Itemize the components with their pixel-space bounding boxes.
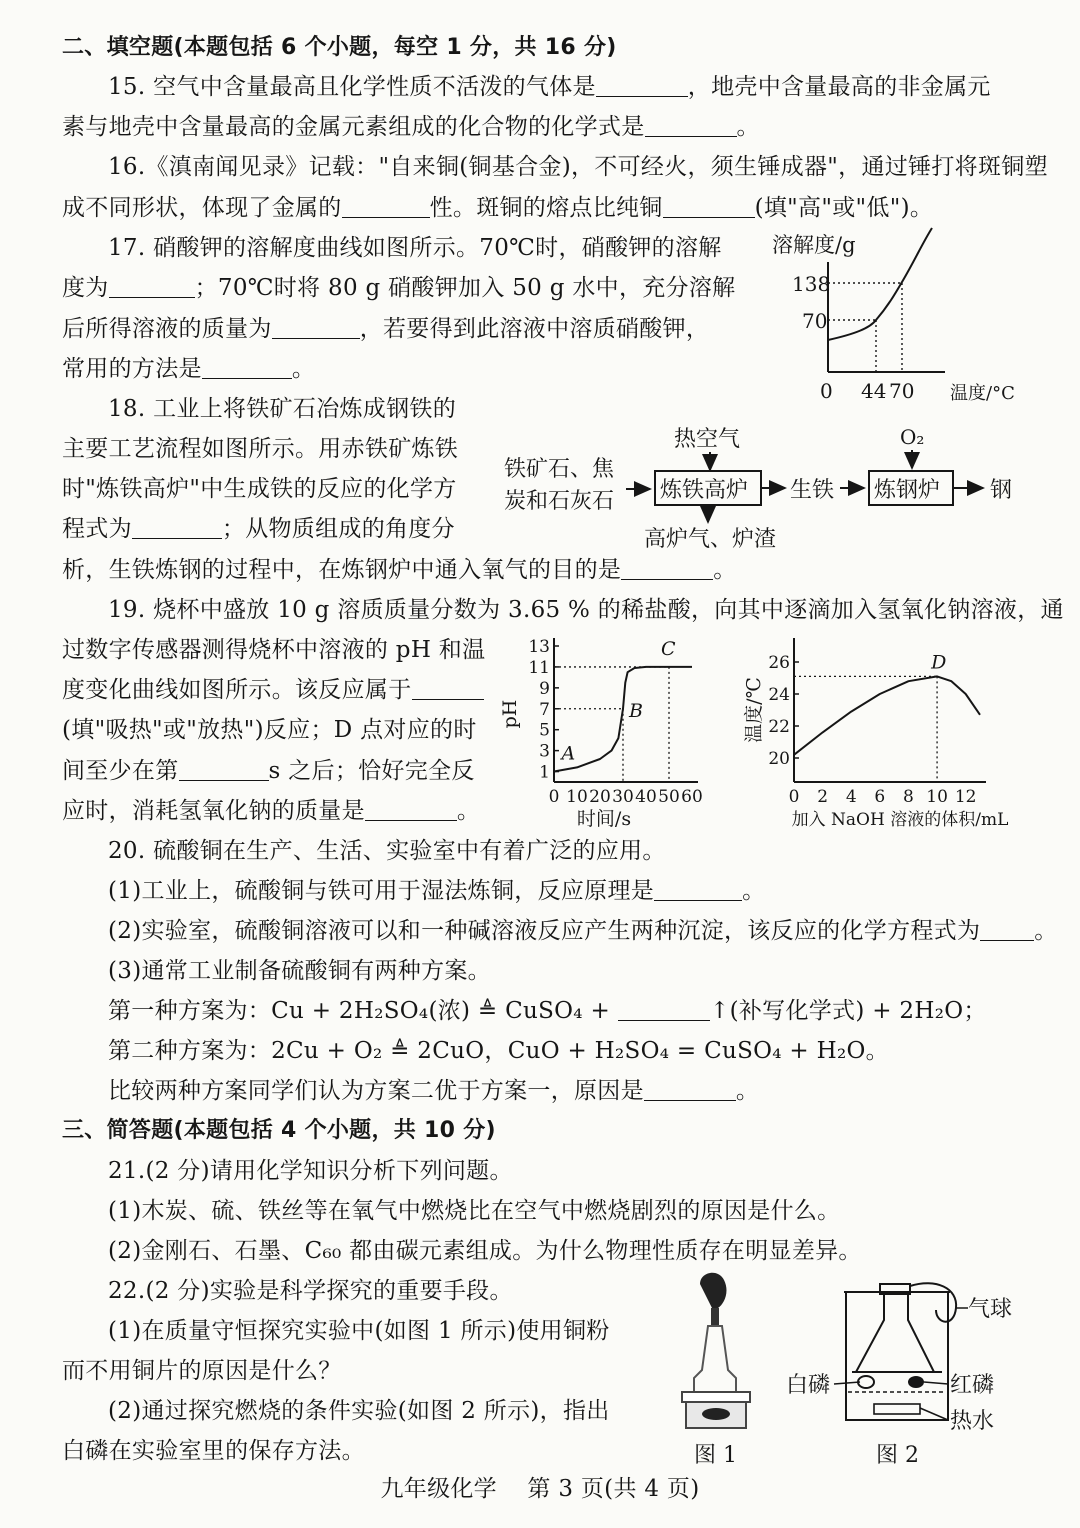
q16-blank1[interactable] xyxy=(342,195,430,218)
y-axis-label: 温度/℃ xyxy=(743,677,765,743)
flow-input-1: 铁矿石、焦 xyxy=(504,457,615,482)
q18-line5: 析，生铁炼钢的过程中，在炼钢炉中通入氧气的目的是 。 xyxy=(62,557,737,583)
temperature-chart xyxy=(743,632,1038,832)
q20-line6: 第二种方案为：2Cu + O₂ ≜ 2CuO，CuO + H₂SO₄ = CuSO₄ + H₂O。 xyxy=(108,1038,889,1064)
q15-line2: 素与地壳中含量最高的金属元素组成的化合物的化学式是 。 xyxy=(62,114,760,140)
y-tick-label: 13 xyxy=(528,637,550,657)
x-tick-label: 12 xyxy=(954,787,977,807)
q21-line2: (1)木炭、硫、铁丝等在氧气中燃烧比在空气中燃烧剧烈的原因是什么。 xyxy=(108,1198,841,1224)
y-tick-label: 24 xyxy=(768,685,790,705)
tick-70-x: 70 xyxy=(889,379,915,403)
flask-icon xyxy=(694,1326,736,1392)
point-label-c: C xyxy=(661,637,676,660)
q16-line1: 16.《滇南闻见录》记载："自来铜(铜基合金)，不可经火，须生锤成器"，通过锤打将斑铜塑 xyxy=(108,154,1048,180)
x-axis-label: 时间/s xyxy=(576,808,632,830)
flow-pig-iron: 生铁 xyxy=(790,478,835,503)
q18-line2: 主要工艺流程如图所示。用赤铁矿炼铁 xyxy=(62,436,459,462)
beaker-icon xyxy=(846,1292,948,1420)
x-tick-label: 50 xyxy=(658,787,680,807)
q19-blank1[interactable] xyxy=(412,677,484,700)
figure2-label: 图 2 xyxy=(876,1443,919,1468)
q22-line2: (1)在质量守恒探究实验中(如图 1 所示)使用铜粉 xyxy=(108,1318,610,1344)
x-tick-label: 40 xyxy=(635,787,657,807)
x-tick-label: 0 xyxy=(548,787,560,807)
tick-138: 138 xyxy=(792,272,831,296)
q19-line4: (填"吸热"或"放热")反应；D 点对应的时 xyxy=(62,717,477,743)
y-tick-label: 7 xyxy=(539,699,550,720)
tick-44: 44 xyxy=(861,379,887,403)
x-tick-label: 8 xyxy=(903,787,914,807)
q19-line1: 19. 烧杯中盛放 10 g 溶质质量分数为 3.65 % 的稀盐酸，向其中逐滴加入氢氧化钠溶液，通 xyxy=(108,597,1064,623)
inner-flask-icon xyxy=(856,1294,934,1372)
q20-line2: (1)工业上，硫酸铜与铁可用于湿法炼铜，反应原理是 。 xyxy=(108,878,766,904)
q20-line7: 比较两种方案同学们认为方案二优于方案一，原因是 。 xyxy=(108,1078,760,1104)
q15-blank1[interactable] xyxy=(596,74,688,97)
white-p-label: 白磷 xyxy=(786,1373,831,1398)
figure1-label: 图 1 xyxy=(694,1443,737,1468)
q17-blank2[interactable] xyxy=(272,316,360,339)
solubility-graph xyxy=(770,222,1040,407)
q22-line3: 而不用铜片的原因是什么？ xyxy=(62,1358,342,1384)
q19-line6: 应时，消耗氢氧化钠的质量是 。 xyxy=(62,798,481,824)
flow-furnace1: 炼铁高炉 xyxy=(660,478,749,503)
section2-title: 二、填空题(本题包括 6 个小题，每空 1 分，共 16 分) xyxy=(62,35,617,60)
q17-line2: 度为 ；70℃时将 80 g 硝酸钾加入 50 g 水中，充分溶解 xyxy=(62,275,736,301)
x-tick-label: 10 xyxy=(926,787,948,807)
q17-blank3[interactable] xyxy=(202,356,292,379)
x-tick-label: 6 xyxy=(874,787,886,807)
x-axis-label: 加入 NaOH 溶液的体积/mL xyxy=(791,810,1009,830)
hot-water-label: 热水 xyxy=(950,1409,995,1434)
q22-line1: 22.(2 分)实验是科学探究的重要手段。 xyxy=(108,1278,513,1304)
q20-line1: 20. 硫酸铜在生产、生活、实验室中有着广泛的应用。 xyxy=(108,838,666,864)
x-tick-label: 30 xyxy=(612,787,634,807)
q20-line3: (2)实验室，硫酸铜溶液可以和一种碱溶液反应产生两种沉淀，该反应的化学方程式为 。 xyxy=(108,918,1058,944)
y-tick-label: 1 xyxy=(539,762,550,783)
q20-line5: 第一种方案为：Cu + 2H₂SO₄(浓) ≜ CuSO₄ + ↑(补写化学式) + 2H₂O； xyxy=(108,998,987,1024)
q18-blank2[interactable] xyxy=(621,557,713,580)
q22-line4: (2)通过探究燃烧的条件实验(如图 2 所示)，指出 xyxy=(108,1398,610,1424)
flow-furnace2: 炼钢炉 xyxy=(874,478,941,503)
balloon-label: 气球 xyxy=(968,1297,1013,1322)
q19-blank3[interactable] xyxy=(365,798,457,821)
solubility-ylabel: 溶解度/g xyxy=(772,233,856,257)
figure1-balance xyxy=(676,1270,766,1470)
page-footer: 九年级化学 第 3 页(共 4 页) xyxy=(380,1476,700,1502)
q18-line1: 18. 工业上将铁矿石冶炼成钢铁的 xyxy=(108,396,456,422)
flow-o2: O₂ xyxy=(900,425,925,449)
q18-line3: 时"炼铁高炉"中生成铁的反应的化学方 xyxy=(62,476,457,502)
q16-line2: 成不同形状，体现了金属的 性。斑铜的熔点比纯铜 (填"高"或"低")。 xyxy=(62,195,934,221)
q19-blank2[interactable] xyxy=(179,758,269,781)
q21-line3: (2)金刚石、石墨、C₆₀ 都由碳元素组成。为什么物理性质存在明显差异。 xyxy=(108,1238,862,1264)
q17-line4: 常用的方法是 。 xyxy=(62,356,316,382)
red-p-label: 红磷 xyxy=(950,1373,995,1398)
point-label-b: B xyxy=(629,699,643,722)
q19-line3: 度变化曲线如图所示。该反应属于 xyxy=(62,675,484,705)
y-tick-label: 3 xyxy=(539,741,550,762)
q19-line2: 过数字传感器测得烧杯中溶液的 pH 和温 xyxy=(62,637,486,663)
q17-line3: 后所得溶液的质量为 ，若要得到此溶液中溶质硝酸钾， xyxy=(62,316,710,342)
point-label-a: A xyxy=(561,742,576,765)
q18-blank1[interactable] xyxy=(132,516,222,539)
ph-chart xyxy=(499,632,708,832)
y-tick-label: 11 xyxy=(528,657,550,678)
tick-70: 70 xyxy=(802,309,828,333)
figure2-beaker xyxy=(786,1280,1036,1476)
balloon-icon xyxy=(910,1283,956,1322)
point-label-d: D xyxy=(931,651,947,674)
y-tick-label: 5 xyxy=(539,720,550,741)
y-axis-label: pH xyxy=(499,699,521,729)
x-tick-label: 0 xyxy=(788,787,800,807)
q15-blank2[interactable] xyxy=(645,114,737,137)
x-tick-label: 60 xyxy=(681,787,703,807)
iron-flow-chart xyxy=(498,418,1038,558)
x-tick-label: 20 xyxy=(589,787,611,807)
solubility-xlabel: 温度/°C xyxy=(950,383,1015,404)
q16-blank2[interactable] xyxy=(663,195,755,218)
flow-steel: 钢 xyxy=(990,478,1013,503)
q20-blank2[interactable] xyxy=(980,918,1034,941)
x-tick-label: 4 xyxy=(845,787,857,807)
section3-title: 三、简答题(本题包括 4 个小题，共 10 分) xyxy=(62,1118,496,1143)
flow-input-2: 炭和石灰石 xyxy=(504,489,615,514)
x-tick-label: 10 xyxy=(566,787,588,807)
q15-line1: 15. 空气中含量最高且化学性质不活泼的气体是 ，地壳中含量最高的非金属元 xyxy=(108,74,991,100)
q19-line5: 间至少在第 s 之后；恰好完全反 xyxy=(62,758,475,784)
y-tick-label: 22 xyxy=(768,717,790,737)
x-tick-label: 2 xyxy=(817,787,829,807)
balloon-top-icon xyxy=(700,1273,726,1308)
q20-blank4[interactable] xyxy=(644,1078,736,1101)
y-tick-label: 26 xyxy=(768,653,790,673)
q20-blank1[interactable] xyxy=(654,878,742,901)
y-tick-label: 9 xyxy=(539,678,550,699)
q17-line1: 17. 硝酸钾的溶解度曲线如图所示。70℃时，硝酸钾的溶解 xyxy=(108,235,722,261)
q20-line4: (3)通常工业制备硫酸铜有两种方案。 xyxy=(108,958,491,984)
flow-byproduct: 高炉气、炉渣 xyxy=(644,527,777,552)
series-line xyxy=(794,676,980,754)
q18-line4: 程式为 ；从物质组成的角度分 xyxy=(62,516,455,542)
q20-blank3[interactable] xyxy=(618,998,710,1021)
q21-line1: 21.(2 分)请用化学知识分析下列问题。 xyxy=(108,1158,513,1184)
q17-blank1[interactable] xyxy=(109,275,195,298)
flow-hot-air: 热空气 xyxy=(674,427,741,452)
q22-line5: 白磷在实验室里的保存方法。 xyxy=(62,1438,365,1464)
tick-origin: 0 xyxy=(820,379,833,403)
y-tick-label: 20 xyxy=(768,749,790,769)
